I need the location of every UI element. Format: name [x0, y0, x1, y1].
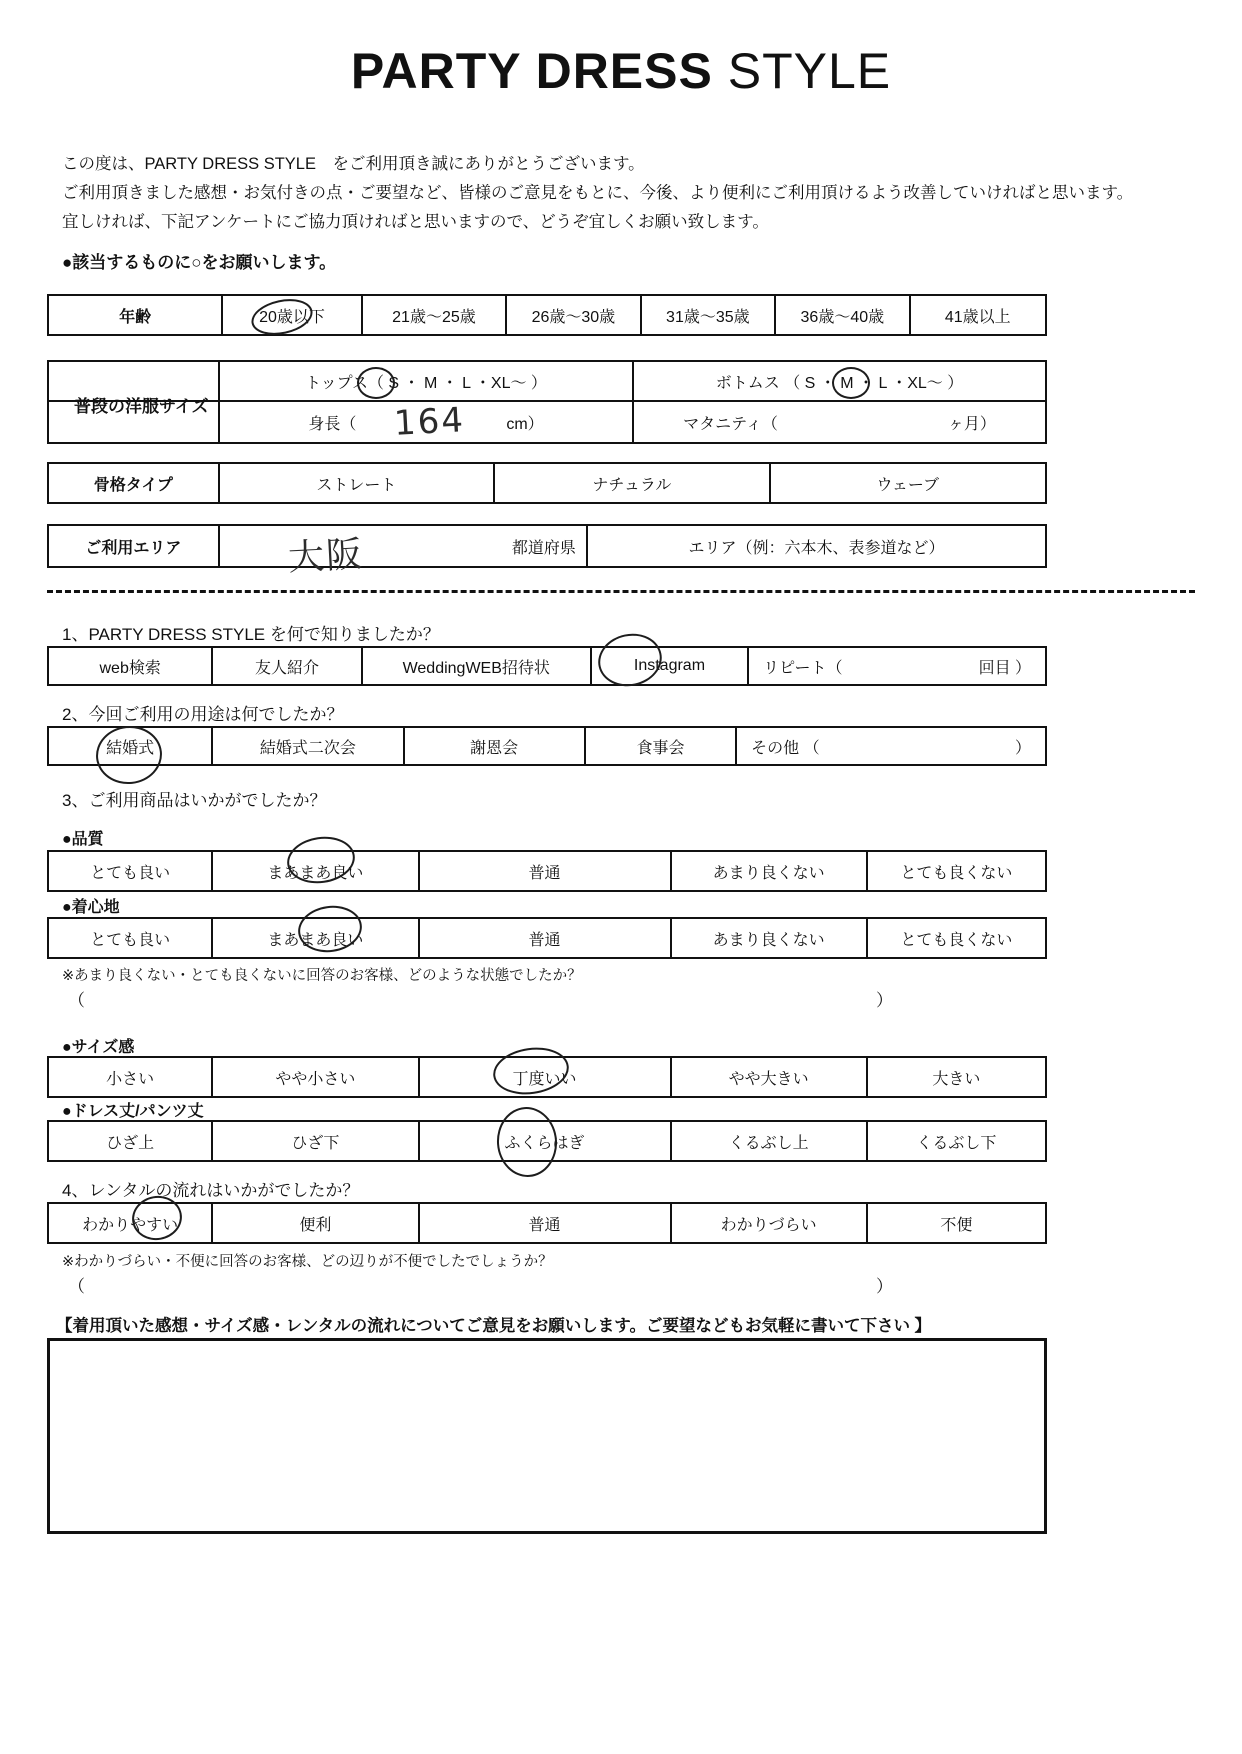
- height-value-handwritten: 164: [393, 400, 466, 444]
- area-row: [47, 524, 1047, 568]
- bottoms-size-circle: [832, 367, 870, 399]
- age-option-0[interactable]: 20歳以下: [223, 296, 362, 334]
- flow-option-1[interactable]: 便利: [213, 1204, 419, 1242]
- bone-type-label: 骨格タイプ: [49, 464, 220, 502]
- area-pref-cell[interactable]: [220, 526, 588, 566]
- q3-title: 3、ご利用商品はいかがでしたか？: [62, 791, 327, 810]
- age-label: 年齢: [49, 296, 223, 334]
- q2-option-4[interactable]: [737, 728, 1045, 764]
- flow-open-right[interactable]: ）: [876, 1277, 893, 1296]
- comfort-followup-note: ※あまり良くない・とても良くないに回答のお客様、どのような状態でしたか？: [62, 968, 582, 984]
- q3-length-label: ●ドレス丈/パンツ丈: [62, 1103, 204, 1120]
- area-value-handwritten: 大阪: [287, 534, 366, 579]
- age-option-5[interactable]: 41歳以上: [944, 308, 1011, 326]
- age-option-1[interactable]: 21歳〜25歳: [363, 296, 507, 334]
- q1-option-2[interactable]: WeddingWEB招待状: [363, 648, 592, 684]
- bone-option-0[interactable]: ストレート: [220, 464, 495, 502]
- quality-option-3[interactable]: あまり良くない: [672, 852, 868, 890]
- q2-row: [47, 726, 1047, 766]
- comfort-option-4[interactable]: とても良くない: [900, 931, 1013, 949]
- comfort-open-right[interactable]: ）: [876, 991, 893, 1010]
- bone-option-2[interactable]: ウェーブ: [876, 476, 940, 494]
- flow-option-3[interactable]: わかりづらい: [672, 1204, 868, 1242]
- intro-paragraph: [62, 150, 1182, 237]
- intro-line-3: 宜しければ、下記アンケートにご協力頂ければと思いますので、どうぞ宜しくお願い致します。: [62, 212, 769, 231]
- flow-open-left: （: [68, 1277, 85, 1296]
- free-comment-box[interactable]: [47, 1338, 1047, 1534]
- height-label-right: cm）: [506, 415, 544, 433]
- q2-option-1[interactable]: 結婚式二次会: [213, 728, 404, 764]
- quality-option-2[interactable]: 普通: [420, 852, 672, 890]
- q2-other-close: ）: [1014, 739, 1031, 757]
- fit-option-2[interactable]: 丁度いい: [420, 1058, 672, 1096]
- fit-option-0[interactable]: 小さい: [49, 1058, 213, 1096]
- q3-quality-label: ●品質: [62, 831, 104, 848]
- age-option-4[interactable]: 36歳〜40歳: [776, 296, 910, 334]
- comfort-option-3[interactable]: あまり良くない: [672, 919, 868, 957]
- height-label-left: 身長（: [308, 415, 357, 433]
- flow-option-0[interactable]: わかりやすい: [49, 1204, 213, 1242]
- quality-option-4[interactable]: とても良くない: [900, 864, 1013, 882]
- length-option-4[interactable]: くるぶし下: [916, 1134, 997, 1152]
- q2-other-label: その他 （: [751, 739, 820, 757]
- maternity-label-right: ヶ月）: [947, 415, 996, 433]
- q3-comfort-label: ●着心地: [62, 899, 120, 916]
- quality-option-1[interactable]: まあまあ良い: [213, 852, 419, 890]
- comfort-open-left: （: [68, 991, 85, 1010]
- bottoms-size-options[interactable]: ボトムス （ S ・ M ・ L ・XL〜 ）: [715, 374, 964, 392]
- size-label: 普段の洋服サイズ: [74, 397, 209, 416]
- q1-title: 1、PARTY DRESS STYLE を何で知りましたか？: [62, 625, 440, 644]
- tops-size-options[interactable]: トップス（ S ・ M ・ L ・XL〜 ）: [220, 362, 634, 400]
- length-option-2[interactable]: ふくらはぎ: [420, 1122, 672, 1160]
- comfort-option-2[interactable]: 普通: [420, 919, 672, 957]
- q2-option-3[interactable]: 食事会: [586, 728, 737, 764]
- fit-option-3[interactable]: やや大きい: [672, 1058, 868, 1096]
- length-selection-circle: [495, 1105, 560, 1179]
- length-option-1[interactable]: ひざ下: [213, 1122, 419, 1160]
- age-option-3[interactable]: 31歳〜35歳: [642, 296, 776, 334]
- q1-repeat-label: リピート（: [763, 659, 843, 677]
- length-option-3[interactable]: くるぶし上: [672, 1122, 868, 1160]
- flow-followup-note: ※わかりづらい・不便に回答のお客様、どの辺りが不便でしたでしょうか？: [62, 1254, 553, 1270]
- bone-type-row: [47, 462, 1047, 504]
- q3-quality-row: [47, 850, 1047, 892]
- age-option-2[interactable]: 26歳〜30歳: [507, 296, 641, 334]
- q1-option-1[interactable]: 友人紹介: [213, 648, 362, 684]
- area-label: ご利用エリア: [49, 526, 220, 566]
- q4-title: 4、レンタルの流れはいかがでしたか？: [62, 1181, 360, 1200]
- free-comment-title: 【着用頂いた感想・サイズ感・レンタルの流れについてご意見をお願いします。ご要望などもお気軽に書いて下さい 】: [56, 1317, 932, 1335]
- q2-option-0[interactable]: 結婚式: [49, 728, 213, 764]
- fit-option-1[interactable]: やや小さい: [213, 1058, 419, 1096]
- area-pref-label: 都道府県: [511, 539, 576, 557]
- intro-line-1: この度は、PARTY DRESS STYLE をご利用頂き誠にありがとうございます。: [62, 155, 645, 173]
- comfort-option-1[interactable]: まあまあ良い: [213, 919, 419, 957]
- q1-option-4[interactable]: [749, 648, 1045, 684]
- q1-row: [47, 646, 1047, 686]
- length-option-0[interactable]: ひざ上: [49, 1122, 213, 1160]
- free-comment-value: [50, 1341, 1044, 1361]
- age-row: [47, 294, 1047, 336]
- title-bold: PARTY DRESS: [350, 43, 713, 99]
- q3-fit-label: ●サイズ感: [62, 1039, 135, 1056]
- q2-title: 2、今回ご利用の用途は何でしたか？: [62, 705, 344, 724]
- q3-comfort-row: [47, 917, 1047, 959]
- q4-row: [47, 1202, 1047, 1244]
- q2-option-2[interactable]: 謝恩会: [405, 728, 586, 764]
- page-title: [0, 42, 1242, 100]
- area-detail-cell[interactable]: [588, 526, 1045, 566]
- fit-option-4[interactable]: 大きい: [932, 1070, 981, 1088]
- comfort-option-0[interactable]: とても良い: [49, 919, 213, 957]
- quality-option-0[interactable]: とても良い: [49, 852, 213, 890]
- q1-option-3[interactable]: Instagram: [592, 648, 749, 684]
- flow-option-4[interactable]: 不便: [940, 1216, 973, 1234]
- maternity-label-left: マタニティ（: [683, 415, 778, 433]
- dashed-divider: [47, 590, 1195, 593]
- q1-repeat-count-label: 回目 ）: [978, 659, 1032, 677]
- intro-line-2: ご利用頂きました感想・お気付きの点・ご要望など、皆様のご意見をもとに、今後、より便利にご利用頂けるよう改善していければと思います。: [62, 183, 1134, 202]
- flow-option-2[interactable]: 普通: [420, 1204, 672, 1242]
- tops-size-circle: [357, 367, 395, 399]
- title-light: STYLE: [712, 43, 892, 99]
- area-detail-label: エリア（例：六本木、表参道など）: [688, 539, 945, 557]
- bone-option-1[interactable]: ナチュラル: [495, 464, 770, 502]
- instruction-text: ●該当するものに○をお願いします。: [62, 253, 337, 272]
- q1-option-0[interactable]: web検索: [49, 648, 213, 684]
